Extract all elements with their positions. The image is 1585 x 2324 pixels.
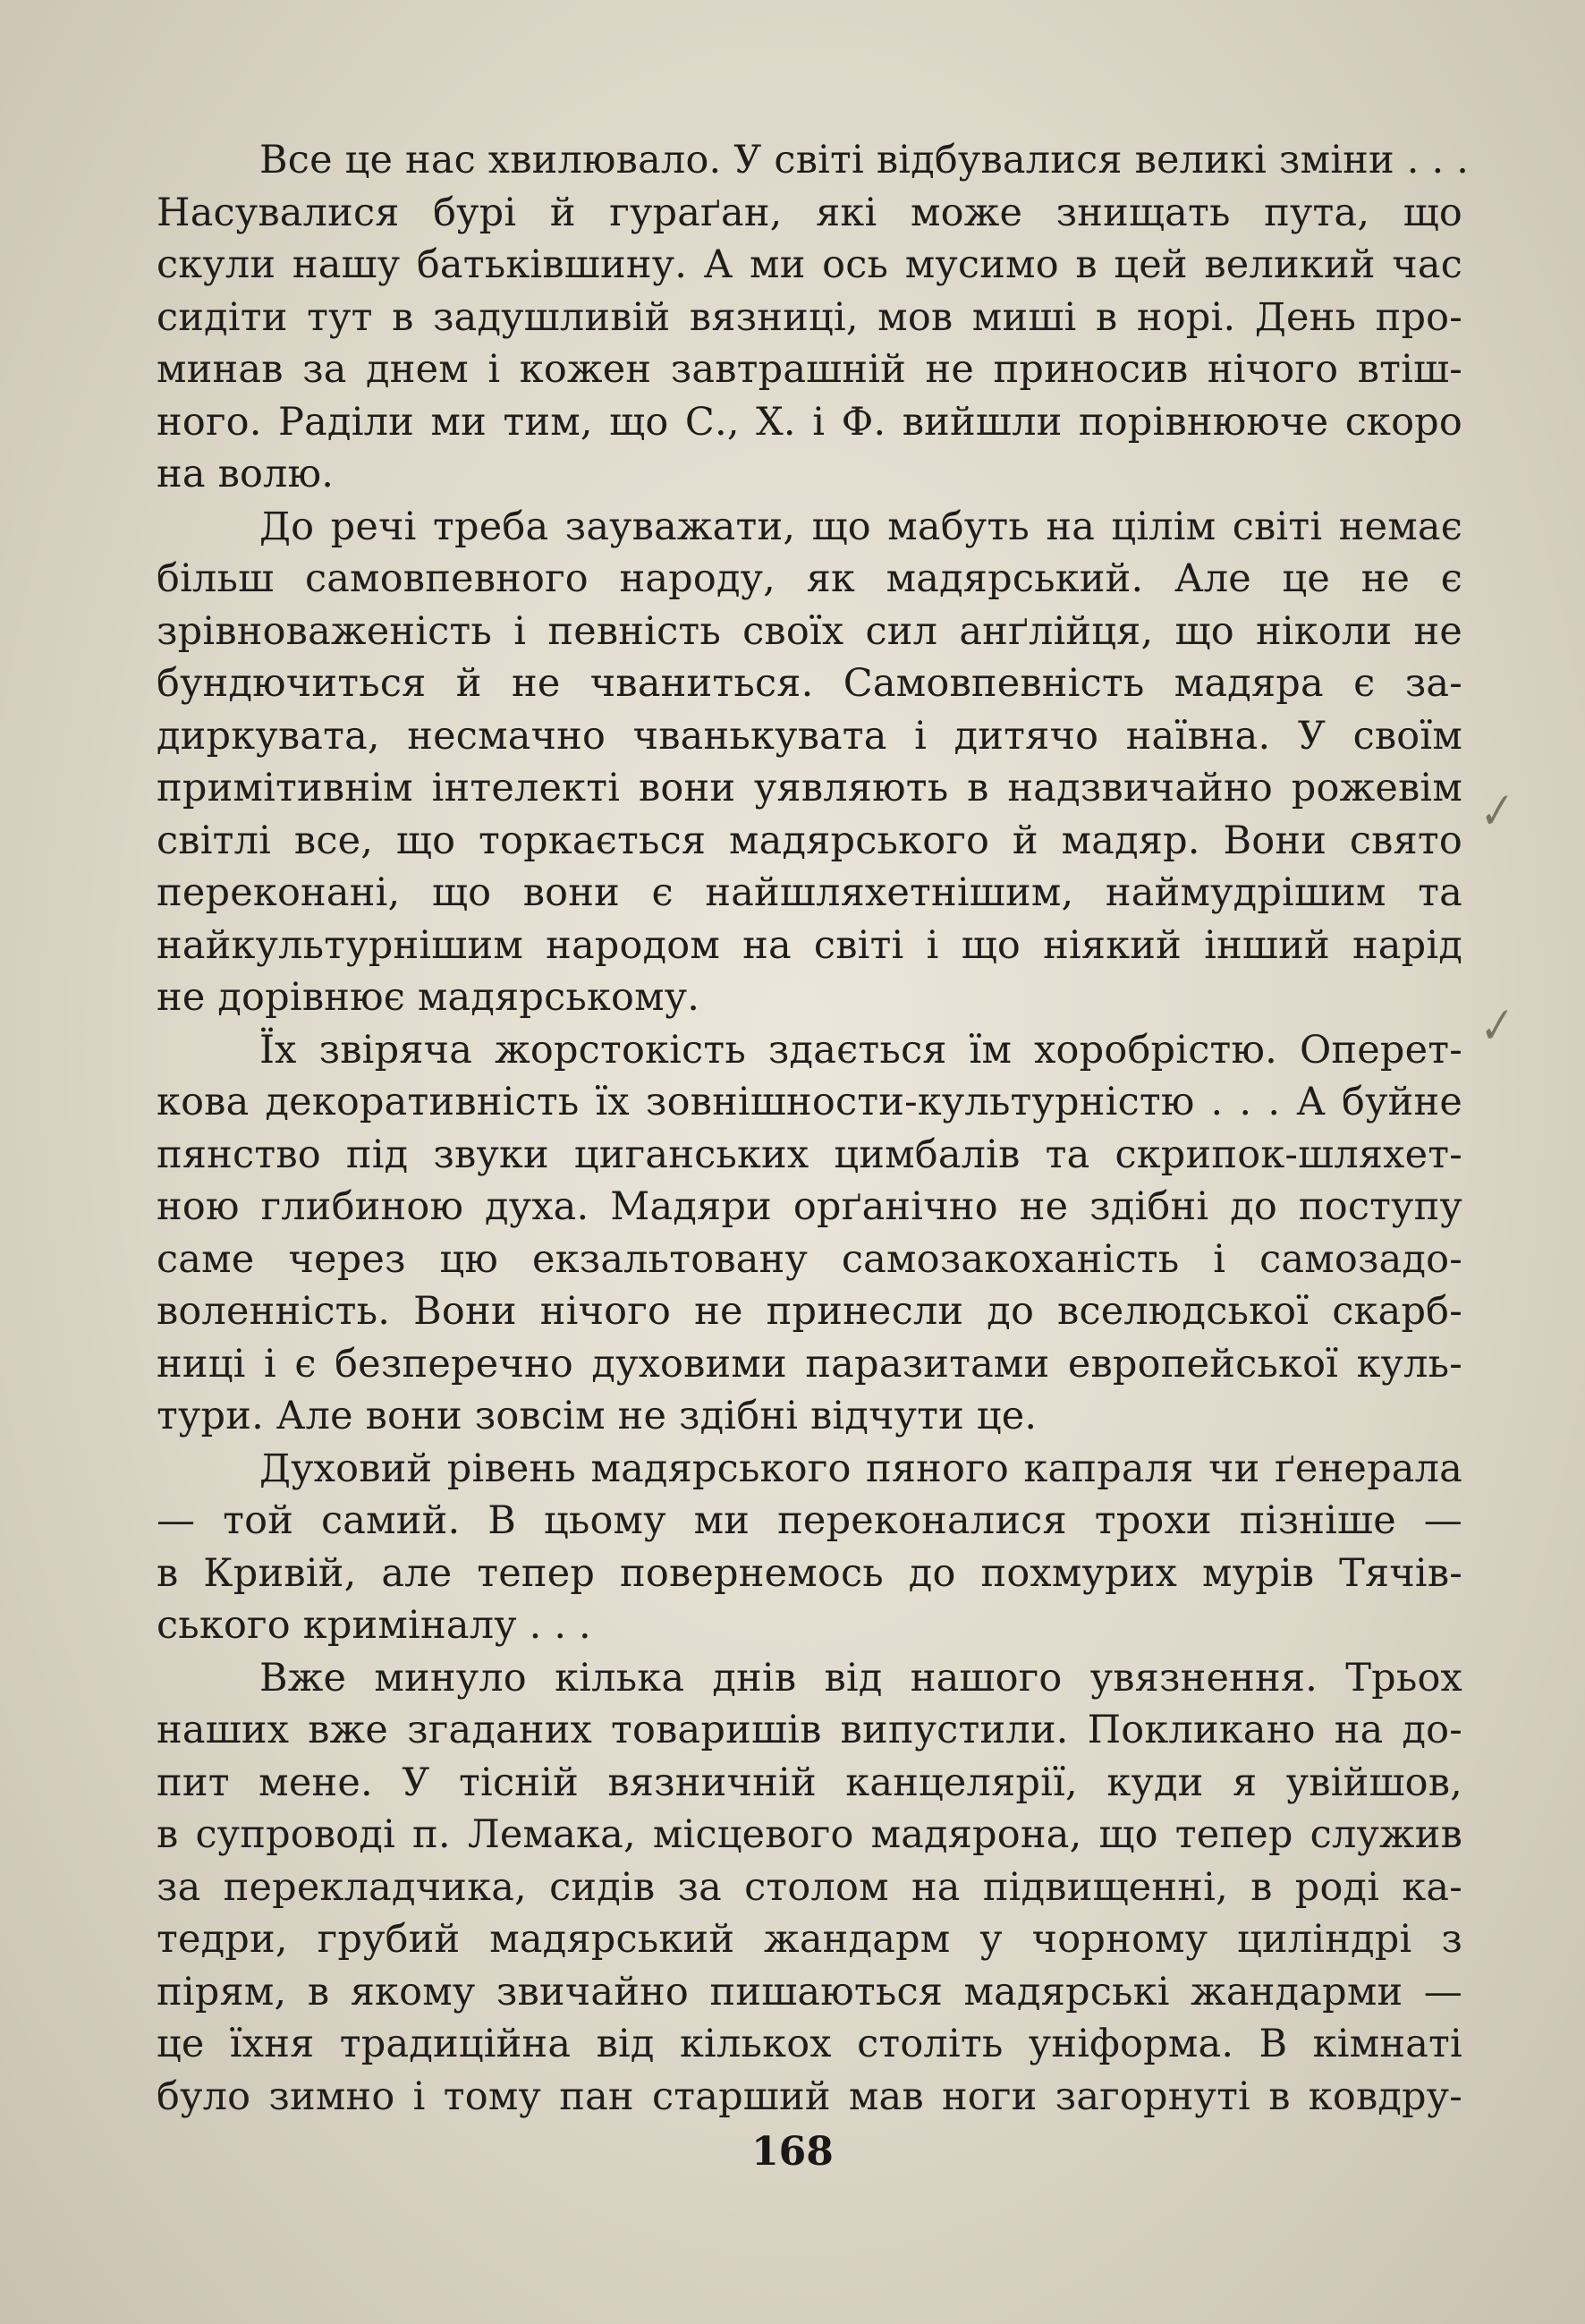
text-line: пянство під звуки циганських цимбалів та скрипок-шляхет- <box>157 1132 1462 1177</box>
text-line: минав за днем і кожен завтрашній не приносив нічого втіш- <box>157 347 1462 392</box>
text-line: Все це нас хвилювало. У світі відбувалися великі зміни . . . <box>259 138 1470 182</box>
text-line: було зимно і тому пан старший мав ноги загорнуті в ковдру- <box>157 2074 1462 2119</box>
text-line: — той самий. В цьому ми переконалися трохи пізніше — <box>157 1498 1462 1543</box>
text-line: сидіти тут в задушливій вязниці, мов миші в норі. День про- <box>157 294 1462 340</box>
text-line: диркувата, несмачно чванькувата і дитячо наївна. У своїм <box>157 713 1462 759</box>
text-line: світлі все, що торкається мадярського й мадяр. Вони свято <box>157 818 1462 863</box>
text-line: ського кримінaлу . . . <box>157 1603 591 1648</box>
page-number: 168 <box>751 2129 834 2175</box>
paragraph <box>157 1024 1462 1443</box>
text-line: скули нашу батьківшину. А ми ось мусимо в цей великий час <box>157 242 1462 287</box>
paragraph <box>157 134 1470 501</box>
text-line: примітивнім інтелекті вони уявляють в надзвичайно рожевім <box>157 766 1462 810</box>
text-line: ного. Раділи ми тим, що С., Х. і Ф. вийшли порівнююче скоро <box>157 399 1462 445</box>
text-line: бундючиться й не чваниться. Самовпевність мадяра є за- <box>157 661 1462 706</box>
text-line: більш самовпевного народу, як мадярський. Але це не є <box>157 556 1462 601</box>
text-line: тедри, грубий мадярський жандарм у чорному циліндрі з <box>157 1917 1462 1962</box>
text-line: Духовий рівень мадярського пяного капраля чи ґенерала <box>259 1446 1462 1491</box>
pencil-check-mark-icon: ✓ <box>1470 997 1518 1056</box>
paragraph <box>157 1652 1462 2124</box>
text-line: Вже минуло кілька днів від нашого увязнення. Трьох <box>259 1655 1462 1701</box>
text-line: саме через цю екзальтовану самозакоханість і самозадо- <box>157 1236 1462 1282</box>
text-line: не дорівнює мадярському. <box>157 975 700 1020</box>
text-line: воленність. Вони нічого не принесли до вселюдської скарб- <box>157 1289 1462 1334</box>
body-text <box>157 134 1470 2123</box>
text-line: кова декоративність їх зовнішности-культурністю . . . А буйне <box>157 1080 1462 1124</box>
pencil-check-mark-icon: ✓ <box>1470 783 1518 842</box>
text-line: зрівноваженість і певність своїх сил анґлійця, що ніколи не <box>157 608 1462 654</box>
text-line: в Кривій, але тепер повернемось до похмурих мурів Тячів- <box>157 1550 1462 1596</box>
text-line: тури. Але вони зовсім не здібні відчути це. <box>157 1394 1038 1438</box>
text-line: ною глибиною духа. Мадяри орґанічно не здібні до поступу <box>157 1184 1462 1229</box>
text-line: ниці і є безперечно духовими паразитами европейської куль- <box>157 1341 1462 1387</box>
text-line: за перекладчика, сидів за столом на підвищенні, в роді ка- <box>157 1864 1462 1910</box>
text-line: це їхня традиційна від кількох століть уніформа. В кімнаті <box>157 2022 1462 2066</box>
text-line: До речі треба зауважати, що мабуть на цілім світі немає <box>259 504 1462 549</box>
text-line: пит мене. У тісній вязничній канцелярії, куди я увійшов, <box>157 1760 1462 1805</box>
text-line: пірям, в якому звичайно пишаються мадярські жандарми — <box>157 1969 1462 2014</box>
text-line: найкультурнішим народом на світі і що ніякий інший нарід <box>157 922 1462 968</box>
text-line: Їх звіряча жорстокість здається їм хоробрістю. Оперет- <box>259 1027 1462 1073</box>
paragraph <box>157 501 1462 1024</box>
paragraph <box>157 1443 1462 1652</box>
text-line: Насувалися бурі й гураґан, які може знищать пута, що <box>157 190 1462 235</box>
text-line: наших вже згаданих товаришів випустили. Покликано на до- <box>157 1708 1462 1752</box>
text-line: на волю. <box>157 452 335 496</box>
text-line: переконані, що вони є найшляхетнішим, наймудрішим та <box>157 870 1462 915</box>
text-line: в супроводі п. Лемака, місцевого мадярона, що тепер служив <box>157 1812 1462 1857</box>
